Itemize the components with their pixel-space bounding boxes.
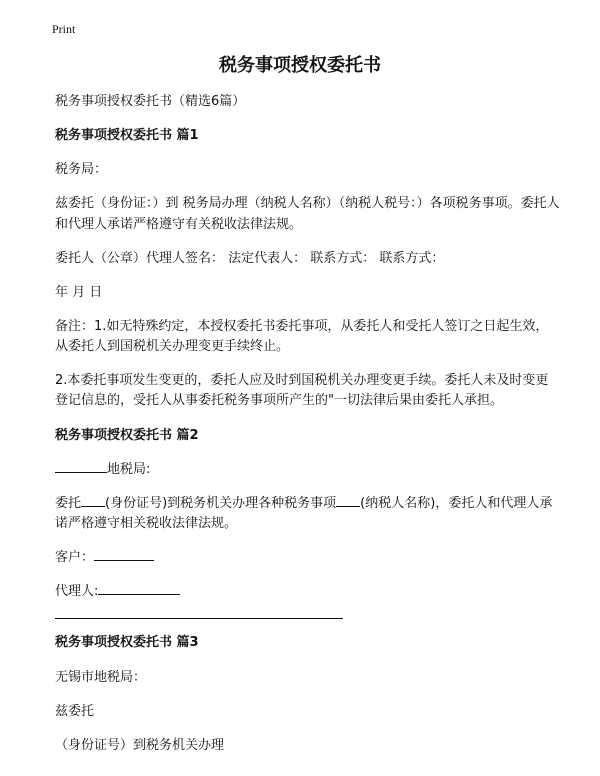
body-text: (纳税人名称)，委托人和代理人承诺严格遵守相关税收法律法规。 xyxy=(55,495,553,531)
section-1-signatures: 委托人（公章）代理人签名： 法定代表人： 联系方式： 联系方式： xyxy=(55,250,445,266)
section-1-date: 年 月 日 xyxy=(55,284,103,300)
section-1-heading: 税务事项授权委托书 篇1 xyxy=(55,128,199,144)
section-2-client xyxy=(55,548,560,568)
document-title: 税务事项授权委托书 xyxy=(219,55,381,76)
intro-line: 税务事项授权委托书（精选6篇） xyxy=(55,94,246,109)
section-1-note: 备注：1.如无特殊约定，本授权委托书委托事项，从委托人和受托人签订之日起生效，从委托人到国税机关办理变更手续终止。 xyxy=(55,318,549,355)
blank-line xyxy=(336,494,360,507)
document-body xyxy=(55,92,560,770)
blank-line xyxy=(81,494,105,507)
client-label: 客户： xyxy=(55,550,95,566)
section-2-salutation xyxy=(55,460,560,480)
blank-line xyxy=(55,460,107,473)
section-1-note2: 2.本委托事项发生变更的，委托人应及时到国税机关办理变更手续。委托人未及时变更登记信息的，受托人从事委托税务事项所产生的"一切法律后果由委托人承担。 xyxy=(55,373,549,409)
section-3-line1: 兹委托 xyxy=(55,703,95,719)
section-3-line2: （身份证号）到税务机关办理 xyxy=(55,737,225,753)
print-link[interactable]: Print xyxy=(52,22,76,36)
section-3-heading: 税务事项授权委托书 篇3 xyxy=(55,635,199,651)
horizontal-rule xyxy=(55,618,343,619)
section-2-body xyxy=(55,494,560,534)
body-text: (身份证号)到税务机关办理各种税务事项 xyxy=(105,495,337,511)
body-text: 委托 xyxy=(55,495,82,511)
salutation-suffix: 地税局: xyxy=(107,461,151,477)
section-1-salutation: 税务局： xyxy=(55,162,108,178)
section-2-heading: 税务事项授权委托书 篇2 xyxy=(55,427,199,443)
section-2-agent xyxy=(55,582,560,602)
section-1-body: 兹委托（身份证：）到 税务局办理（纳税人名称）（纳税人税号：）各项税务事项。委托人和代理人承诺严格遵守有关税收法律法规。 xyxy=(55,196,560,232)
agent-label: 代理人: xyxy=(55,584,99,600)
section-3-salutation: 无锡市地税局： xyxy=(55,669,147,685)
blank-line xyxy=(98,582,180,595)
blank-line xyxy=(94,548,154,561)
